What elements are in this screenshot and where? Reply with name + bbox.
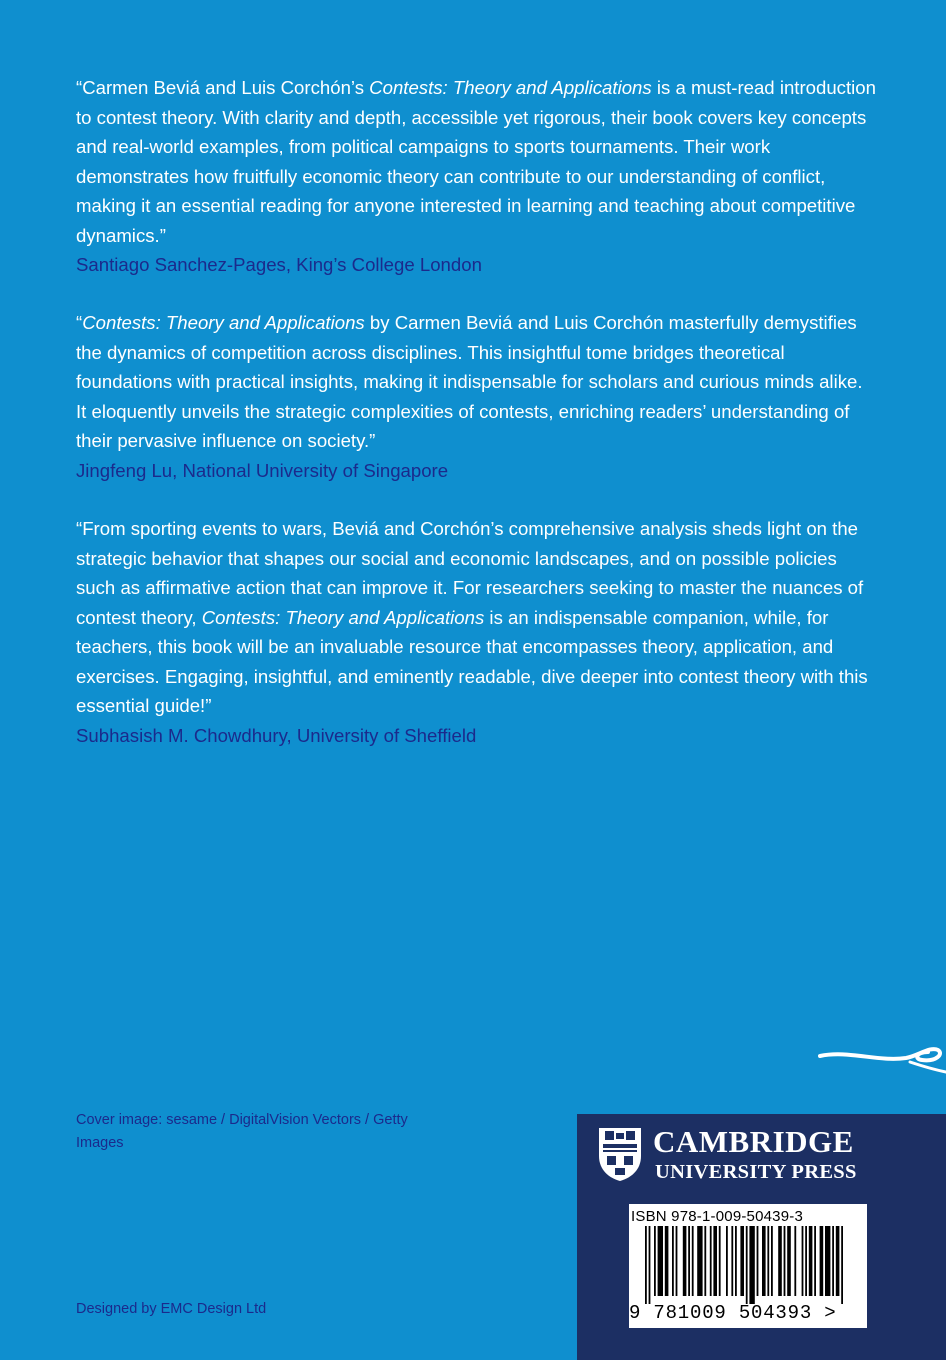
barcode-bar bbox=[802, 1226, 804, 1296]
barcode-bar bbox=[814, 1226, 816, 1296]
barcode-bar bbox=[771, 1226, 773, 1296]
isbn-label: ISBN 978-1-009-50439-3 bbox=[631, 1208, 804, 1225]
designer-credit: Designed by EMC Design Ltd bbox=[76, 1301, 267, 1317]
barcode-bar bbox=[735, 1226, 737, 1296]
barcode-bar bbox=[683, 1226, 687, 1296]
barcode-bar bbox=[658, 1226, 663, 1296]
publisher-panel bbox=[577, 1114, 946, 1360]
review-1-attribution: Santiago Sanchez-Pages, King’s College London bbox=[76, 254, 482, 275]
barcode-bar bbox=[762, 1226, 766, 1296]
review-1 bbox=[76, 73, 876, 280]
barcode-bar bbox=[784, 1226, 786, 1296]
cambridge-crest-icon bbox=[597, 1126, 643, 1182]
isbn-ean-digits: 9 781009 504393 > bbox=[629, 1302, 837, 1324]
publisher-subname: UNIVERSITY PRESS bbox=[655, 1161, 857, 1183]
barcode-bar bbox=[645, 1226, 647, 1304]
barcode-bar bbox=[836, 1226, 840, 1296]
barcode-bar bbox=[704, 1226, 706, 1296]
barcode-bar bbox=[676, 1226, 678, 1296]
barcode-bar bbox=[778, 1226, 782, 1296]
barcode-bar bbox=[665, 1226, 669, 1296]
publisher-name: CAMBRIDGE bbox=[653, 1124, 854, 1159]
barcode-bar bbox=[726, 1226, 728, 1296]
barcode-bars bbox=[631, 1226, 865, 1304]
barcode-bar bbox=[820, 1226, 824, 1296]
barcode-bar bbox=[710, 1226, 712, 1296]
barcode-bar bbox=[825, 1226, 830, 1296]
barcode-bar bbox=[654, 1226, 656, 1296]
review-3-quote: “From sporting events to wars, Beviá and Corchón’s comprehensive analysis sheds light on the strategic behavior that shapes our social and economic landscapes, and on possible policies such as affirmative action that can improve it. For researchers seeking to master the nuances of contest theory, Contests: Theory and Applications is an indispensable companion, while, for teachers, this book will be an invaluable resource that encompasses theory, application, and exercises. Engaging, insightful, and eminently readable, dive deeper into contest theory with this essential guide!” bbox=[76, 518, 868, 716]
review-3-attribution: Subhasish M. Chowdhury, University of Sheffield bbox=[76, 724, 477, 746]
barcode-bar bbox=[787, 1226, 791, 1296]
wave-line-icon bbox=[818, 1040, 946, 1084]
review-2-attribution: Jingfeng Lu, National University of Singapore bbox=[76, 459, 449, 481]
barcode-bar bbox=[749, 1226, 754, 1304]
barcode-bar bbox=[767, 1226, 769, 1296]
barcode-bar bbox=[649, 1226, 651, 1304]
barcode-bar bbox=[794, 1226, 796, 1296]
review-1-quote: “Carmen Beviá and Luis Corchón’s Contests: Theory and Applications is a must-read introduction to contest theory. With clarity and depth, accessible yet rigorous, their book covers key concepts and real-world examples, from political campaigns to sports tournaments. Their work demonstrates how fruitfully economic theory can contribute to our understanding of conflict, making it an essential reading for anyone interested in learning and teaching about competitive dynamics.” bbox=[76, 77, 876, 246]
barcode-bar bbox=[809, 1226, 813, 1296]
barcode-bar bbox=[731, 1226, 733, 1296]
barcode-bar bbox=[832, 1226, 834, 1296]
cover-image-credit: Cover image: sesame / DigitalVision Vectors / Getty Images bbox=[76, 1112, 408, 1151]
isbn-barcode bbox=[629, 1204, 867, 1328]
barcode-bar bbox=[841, 1226, 843, 1304]
barcode-bar bbox=[740, 1226, 744, 1296]
review-2-quote: “Contests: Theory and Applications by Carmen Beviá and Luis Corchón masterfully demystifies the dynamics of competition across disciplines. This insightful tome bridges theoretical foundations with practical insights, making it indispensable for scholars and curious minds alike. It eloquently unveils the strategic complexities of contests, enriching readers’ understanding of their pervasive influence on society.” bbox=[76, 312, 863, 451]
barcode-bar bbox=[672, 1226, 674, 1296]
review-2 bbox=[76, 308, 876, 485]
barcode-bar bbox=[697, 1226, 702, 1296]
barcode-bar bbox=[746, 1226, 748, 1304]
barcode-bar bbox=[805, 1226, 807, 1296]
barcode-bar bbox=[713, 1226, 717, 1296]
barcode-bar bbox=[719, 1226, 721, 1296]
barcode-bar bbox=[688, 1226, 690, 1296]
barcode-bar bbox=[757, 1226, 759, 1296]
barcode-bar bbox=[692, 1226, 694, 1296]
review-3 bbox=[76, 514, 876, 750]
